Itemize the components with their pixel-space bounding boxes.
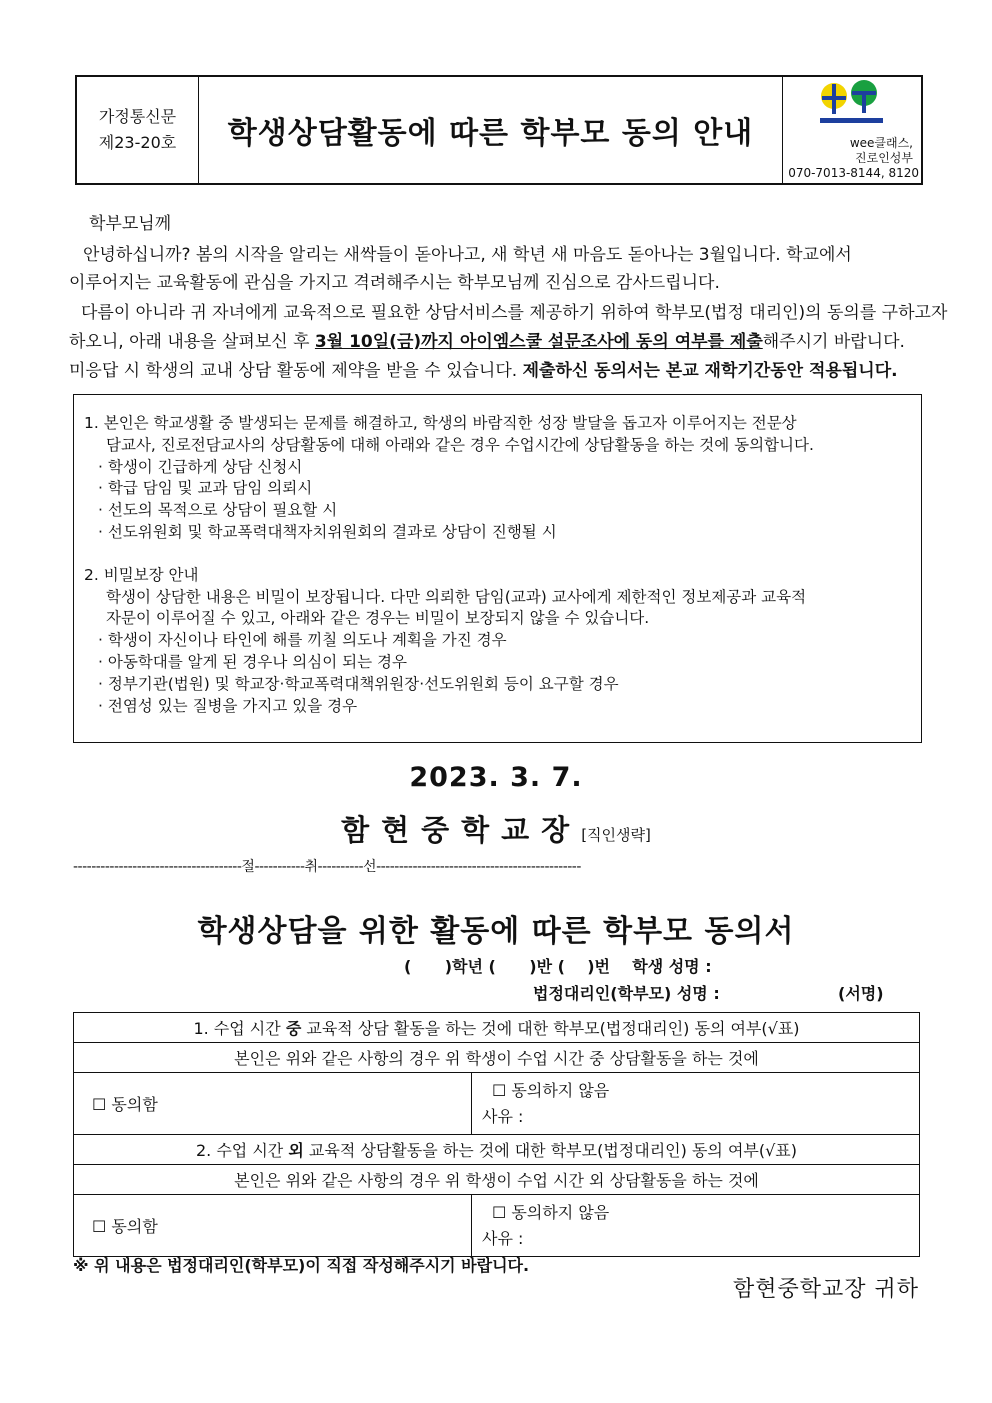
q1-disagree-cell — [472, 1073, 920, 1135]
wee-logo-icon — [819, 78, 885, 126]
dept-phone: 070-7013-8144, 8120 — [788, 166, 919, 180]
q1-agree-checkbox[interactable]: ☐ 동의함 — [74, 1073, 472, 1135]
guardian-name-line: 법정대리인(학부모) 성명 : — [533, 984, 720, 1003]
student-info-line: ( )학년 ( )반 ( )번 학생 성명 : — [404, 957, 712, 976]
issue-type: 가정통신문 — [98, 107, 177, 126]
question-1-title: 1. 수업 시간 중 교육적 상담 활동을 하는 것에 대한 학부모(법정대리인) 동의 여부(√표) — [74, 1013, 920, 1043]
q2-disagree-cell — [472, 1195, 920, 1257]
q2-agree-checkbox[interactable]: ☐ 동의함 — [74, 1195, 472, 1257]
notice-box — [73, 394, 922, 743]
school-head: 함현중학교장 — [341, 813, 582, 847]
paragraph-2-line-3-a: 미응답 시 학생의 교내 상담 활동에 제약을 받을 수 있습니다. — [69, 361, 523, 381]
question-1-description: 본인은 위와 같은 사항의 경우 위 학생이 수업 시간 중 상담활동을 하는 것에 — [74, 1043, 920, 1073]
dept-line-2: 진로인성부 — [855, 151, 913, 165]
section-1-item: · 학급 담임 및 교과 담임 의뢰시 — [98, 479, 313, 498]
issue-date: 2023. 3. 7. — [409, 762, 583, 793]
form-note: ※ 위 내용은 법정대리인(학부모)이 직접 작성해주시기 바랍니다. — [73, 1256, 530, 1275]
consent-table — [73, 1012, 920, 1257]
paragraph-1-line-1: 안녕하십니까? 봄의 시작을 알리는 새싹들이 돋아나고, 새 학년 새 마음도 돋아나는 3월입니다. 학교에서 — [83, 245, 852, 265]
signature-label: (서명) — [838, 984, 884, 1003]
section-1-item: · 선도의 목적으로 상담이 필요할 시 — [98, 501, 338, 520]
section-2-title: 2. 비밀보장 안내 — [84, 565, 199, 584]
question-2-description: 본인은 위와 같은 사항의 경우 위 학생이 수업 시간 외 상담활동을 하는 것에 — [74, 1165, 920, 1195]
section-2-item: · 학생이 자신이나 타인에 해를 끼칠 의도나 계획을 가진 경우 — [98, 631, 507, 650]
validity-note: 제출하신 동의서는 본교 재학기간동안 적용됩니다. — [522, 361, 898, 381]
section-2-item: · 정부기관(법원) 및 학교장·학교폭력대책위원장·선도위원회 등이 요구할 경우 — [98, 674, 619, 693]
q2-disagree-checkbox[interactable]: ☐ 동의하지 않음 — [492, 1202, 610, 1222]
cut-line: -------------------------------------절-----------취----------선--------------------------------------------- — [73, 859, 581, 875]
paragraph-2-line-2 — [69, 328, 905, 356]
school-signature — [0, 808, 992, 849]
deadline-highlight: 3월 10일(금)까지 아이엠스쿨 설문조사에 동의 여부를 제출 — [314, 332, 763, 352]
q1-disagree-checkbox[interactable]: ☐ 동의하지 않음 — [492, 1080, 610, 1100]
form-title: 학생상담을 위한 활동에 따른 학부모 동의서 — [197, 914, 795, 949]
document-title: 학생상담활동에 따른 학부모 동의 안내 — [199, 77, 783, 183]
paragraph-1-line-2: 이루어지는 교육활동에 관심을 가지고 격려해주시는 학부모님께 진심으로 감사드립니다. — [69, 273, 720, 293]
issue-cell — [77, 77, 199, 183]
section-2-item: · 아동학대를 알게 된 경우나 의심이 되는 경우 — [98, 652, 407, 671]
paragraph-2-line-2-a: 하오니, 아래 내용을 살펴보신 후 — [69, 332, 315, 352]
section-2-item: · 전염성 있는 질병을 가지고 있을 경우 — [98, 696, 358, 715]
section-1-item: · 선도위원회 및 학교폭력대책자치위원회의 결과로 상담이 진행될 시 — [98, 522, 557, 541]
dept-line-1: wee클래스, — [849, 136, 913, 150]
seal-note: [직인생략] — [581, 826, 651, 844]
section-1-item: · 학생이 긴급하게 상담 신청시 — [98, 457, 303, 476]
addressee: 함현중학교장 귀하 — [732, 1277, 919, 1302]
section-1-line-2: 담교사, 진로전담교사의 상담활동에 대해 아래와 같은 경우 수업시간에 상담활동을 하는 것에 동의합니다. — [106, 435, 814, 454]
question-2-title: 2. 수업 시간 외 교육적 상담활동을 하는 것에 대한 학부모(법정대리인) 동의 여부(√표) — [74, 1135, 920, 1165]
salutation: 학부모님께 — [89, 214, 172, 234]
paragraph-2-line-1: 다름이 아니라 귀 자녀에게 교육적으로 필요한 상담서비스를 제공하기 위하여 학부모(법정 대리인)의 동의를 구하고자 — [81, 303, 948, 323]
paragraph-2-line-3 — [69, 357, 898, 385]
section-1-line-1: 1. 본인은 학교생활 중 발생되는 문제를 해결하고, 학생의 바람직한 성장 발달을 돕고자 이루어지는 전문상 — [84, 414, 797, 432]
q1-reason-field[interactable]: 사유 : — [482, 1106, 524, 1126]
header-box — [75, 75, 923, 185]
dept-cell — [783, 77, 921, 183]
issue-number: 제23-20호 — [98, 133, 177, 152]
section-2-line-2: 자문이 이루어질 수 있고, 아래와 같은 경우는 비밀이 보장되지 않을 수 있습니다. — [106, 609, 650, 628]
section-2-line-1: 학생이 상담한 내용은 비밀이 보장됩니다. 다만 의뢰한 담임(교과) 교사에게 제한적인 정보제공과 교육적 — [106, 587, 807, 606]
q2-reason-field[interactable]: 사유 : — [482, 1228, 524, 1248]
paragraph-2-line-2-c: 해주시기 바랍니다. — [762, 332, 905, 352]
